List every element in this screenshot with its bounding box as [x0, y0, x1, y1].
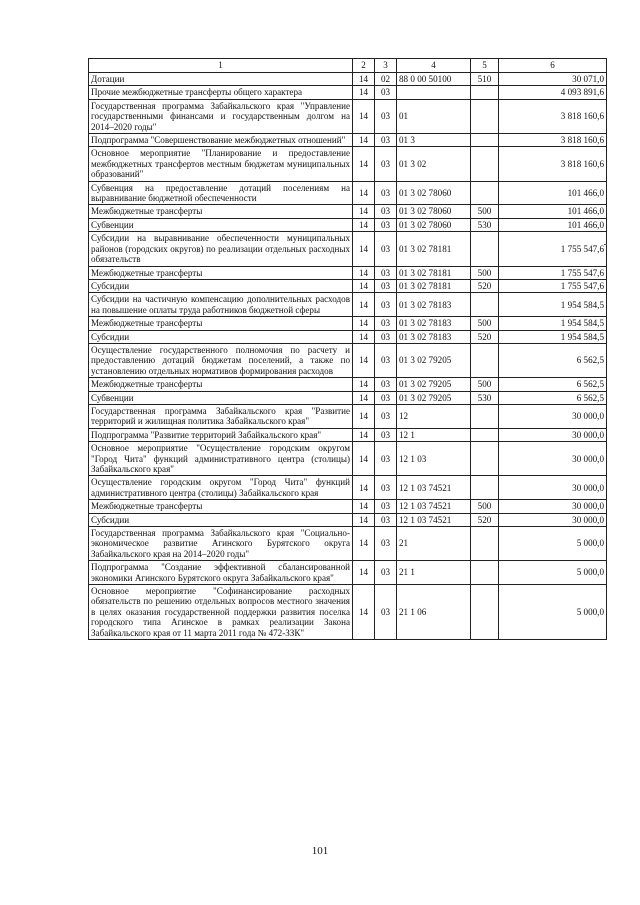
- row-expense-type-cell: 510: [471, 73, 499, 86]
- row-target-code-cell: 12 1 03 74521: [397, 500, 471, 513]
- row-name-cell: Субвенции: [89, 218, 353, 231]
- row-expense-type-cell: 520: [471, 513, 499, 526]
- row-amount-cell: 30 000,0: [499, 428, 607, 441]
- row-section-cell: 14: [353, 266, 375, 279]
- row-expense-type-cell: [471, 585, 499, 640]
- row-section-cell: 14: [353, 181, 375, 205]
- row-expense-type-cell: 500: [471, 378, 499, 391]
- row-expense-type-cell: 500: [471, 500, 499, 513]
- row-name-cell: Осуществление городским округом "Город Чита" функций административного центра (столицы) Забайкальского края: [89, 476, 353, 500]
- header-col-4: 4: [397, 59, 471, 73]
- row-subsection-cell: 03: [375, 391, 397, 404]
- row-expense-type-cell: [471, 428, 499, 441]
- row-amount-cell: 1 755 547,6: [499, 266, 607, 279]
- row-target-code-cell: 12 1 03 74521: [397, 513, 471, 526]
- row-target-code-cell: 12 1 03: [397, 442, 471, 476]
- row-section-cell: 14: [353, 73, 375, 86]
- row-amount-cell: 1 954 584,5: [499, 293, 607, 317]
- row-amount-cell: 30 000,0: [499, 442, 607, 476]
- table-row: [89, 293, 607, 317]
- row-name-cell: Субсидии: [89, 279, 353, 292]
- row-section-cell: 14: [353, 442, 375, 476]
- row-subsection-cell: 03: [375, 279, 397, 292]
- table-row: [89, 428, 607, 441]
- row-amount-cell: 3 818 160,6: [499, 99, 607, 133]
- row-name-cell: Дотации: [89, 73, 353, 86]
- row-amount-cell: 1 755 547,6: [499, 279, 607, 292]
- row-section-cell: 14: [353, 293, 375, 317]
- row-amount-cell: 101 466,0: [499, 181, 607, 205]
- row-subsection-cell: 03: [375, 99, 397, 133]
- row-name-cell: Субсидии на частичную компенсацию дополнительных расходов на повышение оплаты труда работников бюджетной сферы: [89, 293, 353, 317]
- row-target-code-cell: 01 3 02 79205: [397, 391, 471, 404]
- header-col-5: 5: [471, 59, 499, 73]
- table-row: [89, 317, 607, 330]
- header-col-2: 2: [353, 59, 375, 73]
- row-section-cell: 14: [353, 404, 375, 428]
- row-subsection-cell: 03: [375, 500, 397, 513]
- row-expense-type-cell: 530: [471, 218, 499, 231]
- table-row: [89, 232, 607, 266]
- row-subsection-cell: 03: [375, 343, 397, 377]
- row-target-code-cell: 12: [397, 404, 471, 428]
- row-expense-type-cell: [471, 147, 499, 181]
- table-row: [89, 476, 607, 500]
- row-subsection-cell: 03: [375, 330, 397, 343]
- page-number: 101: [311, 845, 329, 857]
- table-row: [89, 500, 607, 513]
- row-amount-cell: 6 562,5: [499, 391, 607, 404]
- row-name-cell: Субвенция на предоставление дотаций поселениям на выравнивание бюджетной обеспеченности: [89, 181, 353, 205]
- row-amount-cell: 30 000,0: [499, 500, 607, 513]
- row-subsection-cell: 03: [375, 293, 397, 317]
- row-section-cell: 14: [353, 500, 375, 513]
- row-subsection-cell: 03: [375, 181, 397, 205]
- row-target-code-cell: 01 3 02 78060: [397, 181, 471, 205]
- row-section-cell: 14: [353, 147, 375, 181]
- row-subsection-cell: 03: [375, 527, 397, 561]
- row-subsection-cell: 03: [375, 404, 397, 428]
- scan-edge-mark: [604, 244, 607, 245]
- row-section-cell: 14: [353, 205, 375, 218]
- table-row: [89, 205, 607, 218]
- row-expense-type-cell: 530: [471, 391, 499, 404]
- header-col-3: 3: [375, 59, 397, 73]
- row-section-cell: 14: [353, 279, 375, 292]
- table-row: [89, 513, 607, 526]
- row-name-cell: Подпрограмма "Совершенствование межбюджетных отношений": [89, 134, 353, 147]
- row-expense-type-cell: [471, 476, 499, 500]
- row-expense-type-cell: [471, 527, 499, 561]
- row-name-cell: Субвенции: [89, 391, 353, 404]
- row-amount-cell: 6 562,5: [499, 343, 607, 377]
- row-name-cell: Межбюджетные трансферты: [89, 500, 353, 513]
- row-target-code-cell: 01 3 02 78183: [397, 293, 471, 317]
- row-subsection-cell: 03: [375, 147, 397, 181]
- row-name-cell: Государственная программа Забайкальского края "Управление государственными финансами и государственным долгом на 2014–2020 годы": [89, 99, 353, 133]
- table-row: [89, 527, 607, 561]
- row-amount-cell: 5 000,0: [499, 561, 607, 585]
- budget-table: [88, 58, 607, 640]
- row-target-code-cell: 01 3 02 79205: [397, 343, 471, 377]
- table-row: [89, 147, 607, 181]
- row-section-cell: 14: [353, 330, 375, 343]
- row-name-cell: Субсидии на выравнивание обеспеченности муниципальных районов (городских округов) по реализации отдельных расходных обязательств: [89, 232, 353, 266]
- row-expense-type-cell: 500: [471, 205, 499, 218]
- row-target-code-cell: 12 1: [397, 428, 471, 441]
- table-row: [89, 73, 607, 86]
- row-target-code-cell: 01 3 02 78183: [397, 330, 471, 343]
- row-target-code-cell: 01: [397, 99, 471, 133]
- row-section-cell: 14: [353, 99, 375, 133]
- row-expense-type-cell: [471, 293, 499, 317]
- row-name-cell: Основное мероприятие "Осуществление городским округом "Город Чита" функций административного центра (столицы) Забайкальского края": [89, 442, 353, 476]
- row-subsection-cell: 02: [375, 73, 397, 86]
- row-expense-type-cell: 520: [471, 330, 499, 343]
- row-expense-type-cell: [471, 134, 499, 147]
- row-amount-cell: 6 562,5: [499, 378, 607, 391]
- row-expense-type-cell: 520: [471, 279, 499, 292]
- row-amount-cell: 3 818 160,6: [499, 147, 607, 181]
- row-expense-type-cell: 500: [471, 317, 499, 330]
- row-name-cell: Основное мероприятие "Планирование и предоставление межбюджетных трансфертов местным бюджетам муниципальных образований": [89, 147, 353, 181]
- row-target-code-cell: 21 1: [397, 561, 471, 585]
- row-name-cell: Подпрограмма "Развитие территорий Забайкальского края": [89, 428, 353, 441]
- row-subsection-cell: 03: [375, 232, 397, 266]
- table-row: [89, 218, 607, 231]
- row-expense-type-cell: 500: [471, 266, 499, 279]
- row-target-code-cell: 21 1 06: [397, 585, 471, 640]
- table-row: [89, 279, 607, 292]
- row-target-code-cell: 01 3 02 78060: [397, 205, 471, 218]
- row-target-code-cell: 21: [397, 527, 471, 561]
- row-expense-type-cell: [471, 404, 499, 428]
- row-section-cell: 14: [353, 317, 375, 330]
- row-target-code-cell: 01 3: [397, 134, 471, 147]
- row-amount-cell: 1 755 547,6: [499, 232, 607, 266]
- row-target-code-cell: 01 3 02: [397, 147, 471, 181]
- table-row: [89, 99, 607, 133]
- row-subsection-cell: 03: [375, 218, 397, 231]
- table-row: [89, 404, 607, 428]
- table-row: [89, 343, 607, 377]
- row-subsection-cell: 03: [375, 513, 397, 526]
- row-section-cell: 14: [353, 391, 375, 404]
- row-expense-type-cell: [471, 442, 499, 476]
- row-expense-type-cell: [471, 343, 499, 377]
- row-amount-cell: 30 000,0: [499, 404, 607, 428]
- row-section-cell: 14: [353, 86, 375, 99]
- row-section-cell: 14: [353, 378, 375, 391]
- row-target-code-cell: 01 3 02 78181: [397, 232, 471, 266]
- row-section-cell: 14: [353, 585, 375, 640]
- row-amount-cell: 30 000,0: [499, 476, 607, 500]
- row-amount-cell: 4 093 891,6: [499, 86, 607, 99]
- row-expense-type-cell: [471, 232, 499, 266]
- row-section-cell: 14: [353, 527, 375, 561]
- table-row: [89, 266, 607, 279]
- row-name-cell: Государственная программа Забайкальского края "Социально-экономическое развитие Агинского Бурятского округа Забайкальского края на 2014–2020 годы": [89, 527, 353, 561]
- table-row: [89, 134, 607, 147]
- row-section-cell: 14: [353, 218, 375, 231]
- row-subsection-cell: 03: [375, 317, 397, 330]
- row-section-cell: 14: [353, 476, 375, 500]
- row-subsection-cell: 03: [375, 205, 397, 218]
- table-row: [89, 561, 607, 585]
- row-section-cell: 14: [353, 428, 375, 441]
- row-amount-cell: 1 954 584,5: [499, 330, 607, 343]
- row-name-cell: Подпрограмма "Создание эффективной сбалансированной экономики Агинского Бурятского округа Забайкальского края": [89, 561, 353, 585]
- row-section-cell: 14: [353, 232, 375, 266]
- table-row: [89, 330, 607, 343]
- row-subsection-cell: 03: [375, 561, 397, 585]
- row-target-code-cell: 01 3 02 78181: [397, 266, 471, 279]
- row-section-cell: 14: [353, 561, 375, 585]
- row-name-cell: Межбюджетные трансферты: [89, 266, 353, 279]
- header-col-6: 6: [499, 59, 607, 73]
- table-header-row: [89, 59, 607, 73]
- row-name-cell: Межбюджетные трансферты: [89, 317, 353, 330]
- table-row: [89, 181, 607, 205]
- row-section-cell: 14: [353, 513, 375, 526]
- row-target-code-cell: 01 3 02 78183: [397, 317, 471, 330]
- row-subsection-cell: 03: [375, 428, 397, 441]
- row-name-cell: Субсидии: [89, 513, 353, 526]
- row-amount-cell: 5 000,0: [499, 585, 607, 640]
- row-amount-cell: 3 818 160,6: [499, 134, 607, 147]
- table-row: [89, 585, 607, 640]
- row-expense-type-cell: [471, 86, 499, 99]
- row-amount-cell: 5 000,0: [499, 527, 607, 561]
- row-expense-type-cell: [471, 99, 499, 133]
- table-row: [89, 391, 607, 404]
- row-target-code-cell: 01 3 02 78181: [397, 279, 471, 292]
- budget-table-body: [89, 59, 607, 640]
- row-target-code-cell: 88 0 00 50100: [397, 73, 471, 86]
- row-name-cell: Межбюджетные трансферты: [89, 205, 353, 218]
- table-row: [89, 378, 607, 391]
- row-target-code-cell: 01 3 02 78060: [397, 218, 471, 231]
- row-amount-cell: 30 071,0: [499, 73, 607, 86]
- row-subsection-cell: 03: [375, 86, 397, 99]
- row-name-cell: Осуществление государственного полномочия по расчету и предоставлению дотаций бюджетам поселений, а также по установлению отдельных нормативов формирования расходов: [89, 343, 353, 377]
- row-section-cell: 14: [353, 343, 375, 377]
- row-target-code-cell: 01 3 02 79205: [397, 378, 471, 391]
- budget-table-sheet: [88, 58, 607, 640]
- row-section-cell: 14: [353, 134, 375, 147]
- row-name-cell: Государственная программа Забайкальского края "Развитие территорий и жилищная политика Забайкальского края": [89, 404, 353, 428]
- table-row: [89, 86, 607, 99]
- row-name-cell: Межбюджетные трансферты: [89, 378, 353, 391]
- row-target-code-cell: 12 1 03 74521: [397, 476, 471, 500]
- row-amount-cell: 30 000,0: [499, 513, 607, 526]
- row-subsection-cell: 03: [375, 378, 397, 391]
- row-amount-cell: 1 954 584,5: [499, 317, 607, 330]
- table-row: [89, 442, 607, 476]
- header-col-1: 1: [89, 59, 353, 73]
- row-name-cell: Субсидии: [89, 330, 353, 343]
- row-name-cell: Основное мероприятие "Софинансирование расходных обязательств по решению отдельных вопросов местного значения в целях оказания государственной поддержки развития поселка городского типа Агинское в рамках реализации Закона Забайкальского края от 11 марта 2011 года № 472-ЗЗК": [89, 585, 353, 640]
- row-expense-type-cell: [471, 181, 499, 205]
- row-subsection-cell: 03: [375, 266, 397, 279]
- row-subsection-cell: 03: [375, 476, 397, 500]
- row-amount-cell: 101 466,0: [499, 205, 607, 218]
- row-name-cell: Прочие межбюджетные трансферты общего характера: [89, 86, 353, 99]
- row-amount-cell: 101 466,0: [499, 218, 607, 231]
- row-subsection-cell: 03: [375, 585, 397, 640]
- row-target-code-cell: [397, 86, 471, 99]
- row-expense-type-cell: [471, 561, 499, 585]
- row-subsection-cell: 03: [375, 442, 397, 476]
- row-subsection-cell: 03: [375, 134, 397, 147]
